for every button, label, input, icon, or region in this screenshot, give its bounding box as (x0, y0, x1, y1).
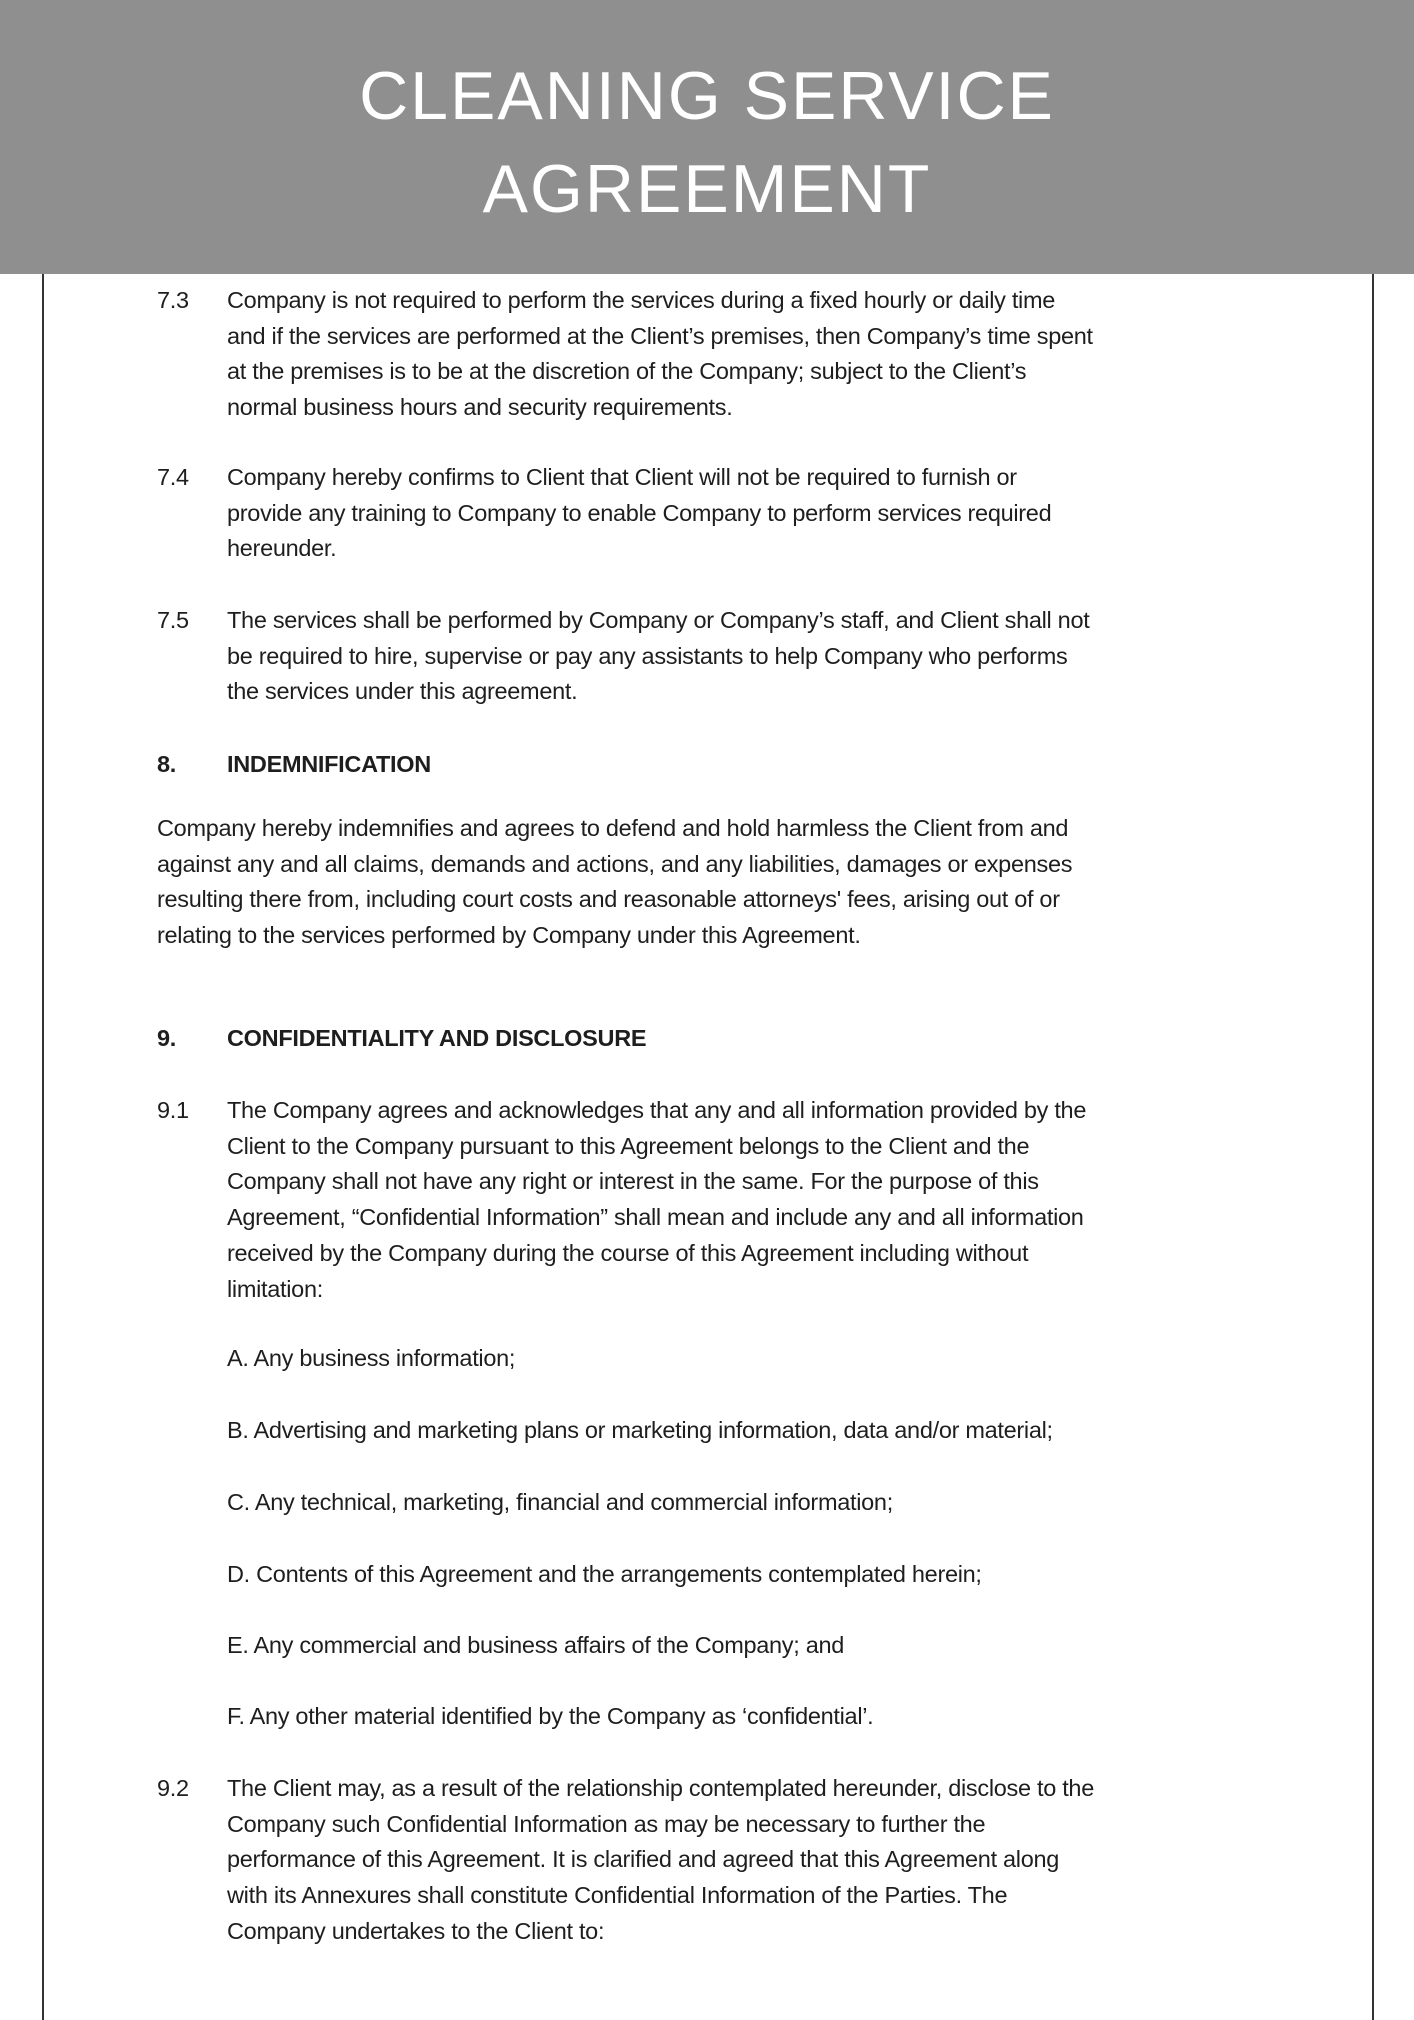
text-line: INDEMNIFICATION (227, 751, 431, 777)
text-line: A. Any business information; (227, 1345, 516, 1371)
text-line: Company shall not have any right or interest in the same. For the purpose of this (227, 1168, 1039, 1195)
title-banner (0, 0, 1414, 274)
text-line: performance of this Agreement. It is clarified and agreed that this Agreement along (227, 1846, 1060, 1873)
clause-number: 9. (157, 1025, 176, 1051)
clause-text (227, 1557, 982, 1593)
clause-number: 7.5 (157, 607, 189, 633)
text-line: received by the Company during the course of this Agreement including without (227, 1239, 1029, 1266)
document-title-line-1: CLEANING SERVICE (359, 58, 1055, 134)
clause-text (227, 1485, 893, 1521)
clause-text (227, 1413, 1053, 1449)
text-line: the services under this agreement. (227, 678, 578, 705)
text-line: relating to the services performed by Company under this Agreement. (157, 922, 861, 949)
clause-text (227, 1628, 844, 1664)
text-line: hereunder. (227, 535, 337, 562)
text-line: resulting there from, including court costs and reasonable attorneys' fees, arising out of or (157, 886, 1060, 913)
clause-text (227, 1341, 515, 1377)
text-line: limitation: (227, 1275, 323, 1302)
text-line: at the premises is to be at the discretion of the Company; subject to the Client’s (227, 358, 1027, 385)
clause-text (227, 460, 1051, 567)
text-line: be required to hire, supervise or pay any assistants to help Company who performs (227, 642, 1068, 669)
clause-text (227, 1093, 1086, 1307)
text-line: E. Any commercial and business affairs of the Company; and (227, 1632, 844, 1658)
text-line: D. Contents of this Agreement and the arrangements contemplated herein; (227, 1561, 982, 1587)
clause-text (227, 747, 431, 783)
document-title-line-2: AGREEMENT (482, 151, 932, 227)
text-line: The Company agrees and acknowledges that any and all information provided by the (227, 1097, 1087, 1123)
clause-text (227, 1699, 873, 1735)
clause-number: 7.4 (157, 464, 189, 490)
text-line: F. Any other material identified by the Company as ‘confidential’. (227, 1703, 874, 1729)
clause-number: 9.2 (157, 1775, 189, 1801)
text-line: CONFIDENTIALITY AND DISCLOSURE (227, 1025, 647, 1051)
clause-text (227, 1771, 1094, 1950)
clause-number: 7.3 (157, 287, 189, 313)
text-line: Company hereby confirms to Client that Client will not be required to furnish or (227, 464, 1017, 490)
text-line: C. Any technical, marketing, financial and commercial information; (227, 1489, 893, 1515)
text-line: Company hereby indemnifies and agrees to defend and hold harmless the Client from and (157, 815, 1069, 841)
text-line: The Client may, as a result of the relationship contemplated hereunder, disclose to the (227, 1775, 1094, 1801)
text-line: against any and all claims, demands and actions, and any liabilities, damages or expenses (157, 850, 1073, 877)
text-line: The services shall be performed by Company or Company’s staff, and Client shall not (227, 607, 1090, 633)
text-line: with its Annexures shall constitute Confidential Information of the Parties. The (227, 1882, 1008, 1909)
clause-text (227, 603, 1089, 710)
text-line: and if the services are performed at the Client’s premises, then Company’s time spent (227, 322, 1093, 349)
clause-text (227, 283, 1093, 426)
text-line: Company is not required to perform the services during a fixed hourly or daily time (227, 287, 1056, 313)
text-line: normal business hours and security requirements. (227, 394, 733, 421)
text-line: Company undertakes to the Client to: (227, 1917, 605, 1944)
text-line: provide any training to Company to enable Company to perform services required (227, 499, 1052, 526)
clause-number: 8. (157, 751, 176, 777)
clause-text (157, 811, 1072, 954)
text-line: Company such Confidential Information as may be necessary to further the (227, 1810, 986, 1837)
text-line: Agreement, “Confidential Information” shall mean and include any and all information (227, 1204, 1084, 1231)
text-line: Client to the Company pursuant to this Agreement belongs to the Client and the (227, 1132, 1030, 1159)
clause-text (227, 1021, 646, 1057)
text-line: B. Advertising and marketing plans or marketing information, data and/or material; (227, 1417, 1053, 1443)
clause-number: 9.1 (157, 1097, 189, 1123)
